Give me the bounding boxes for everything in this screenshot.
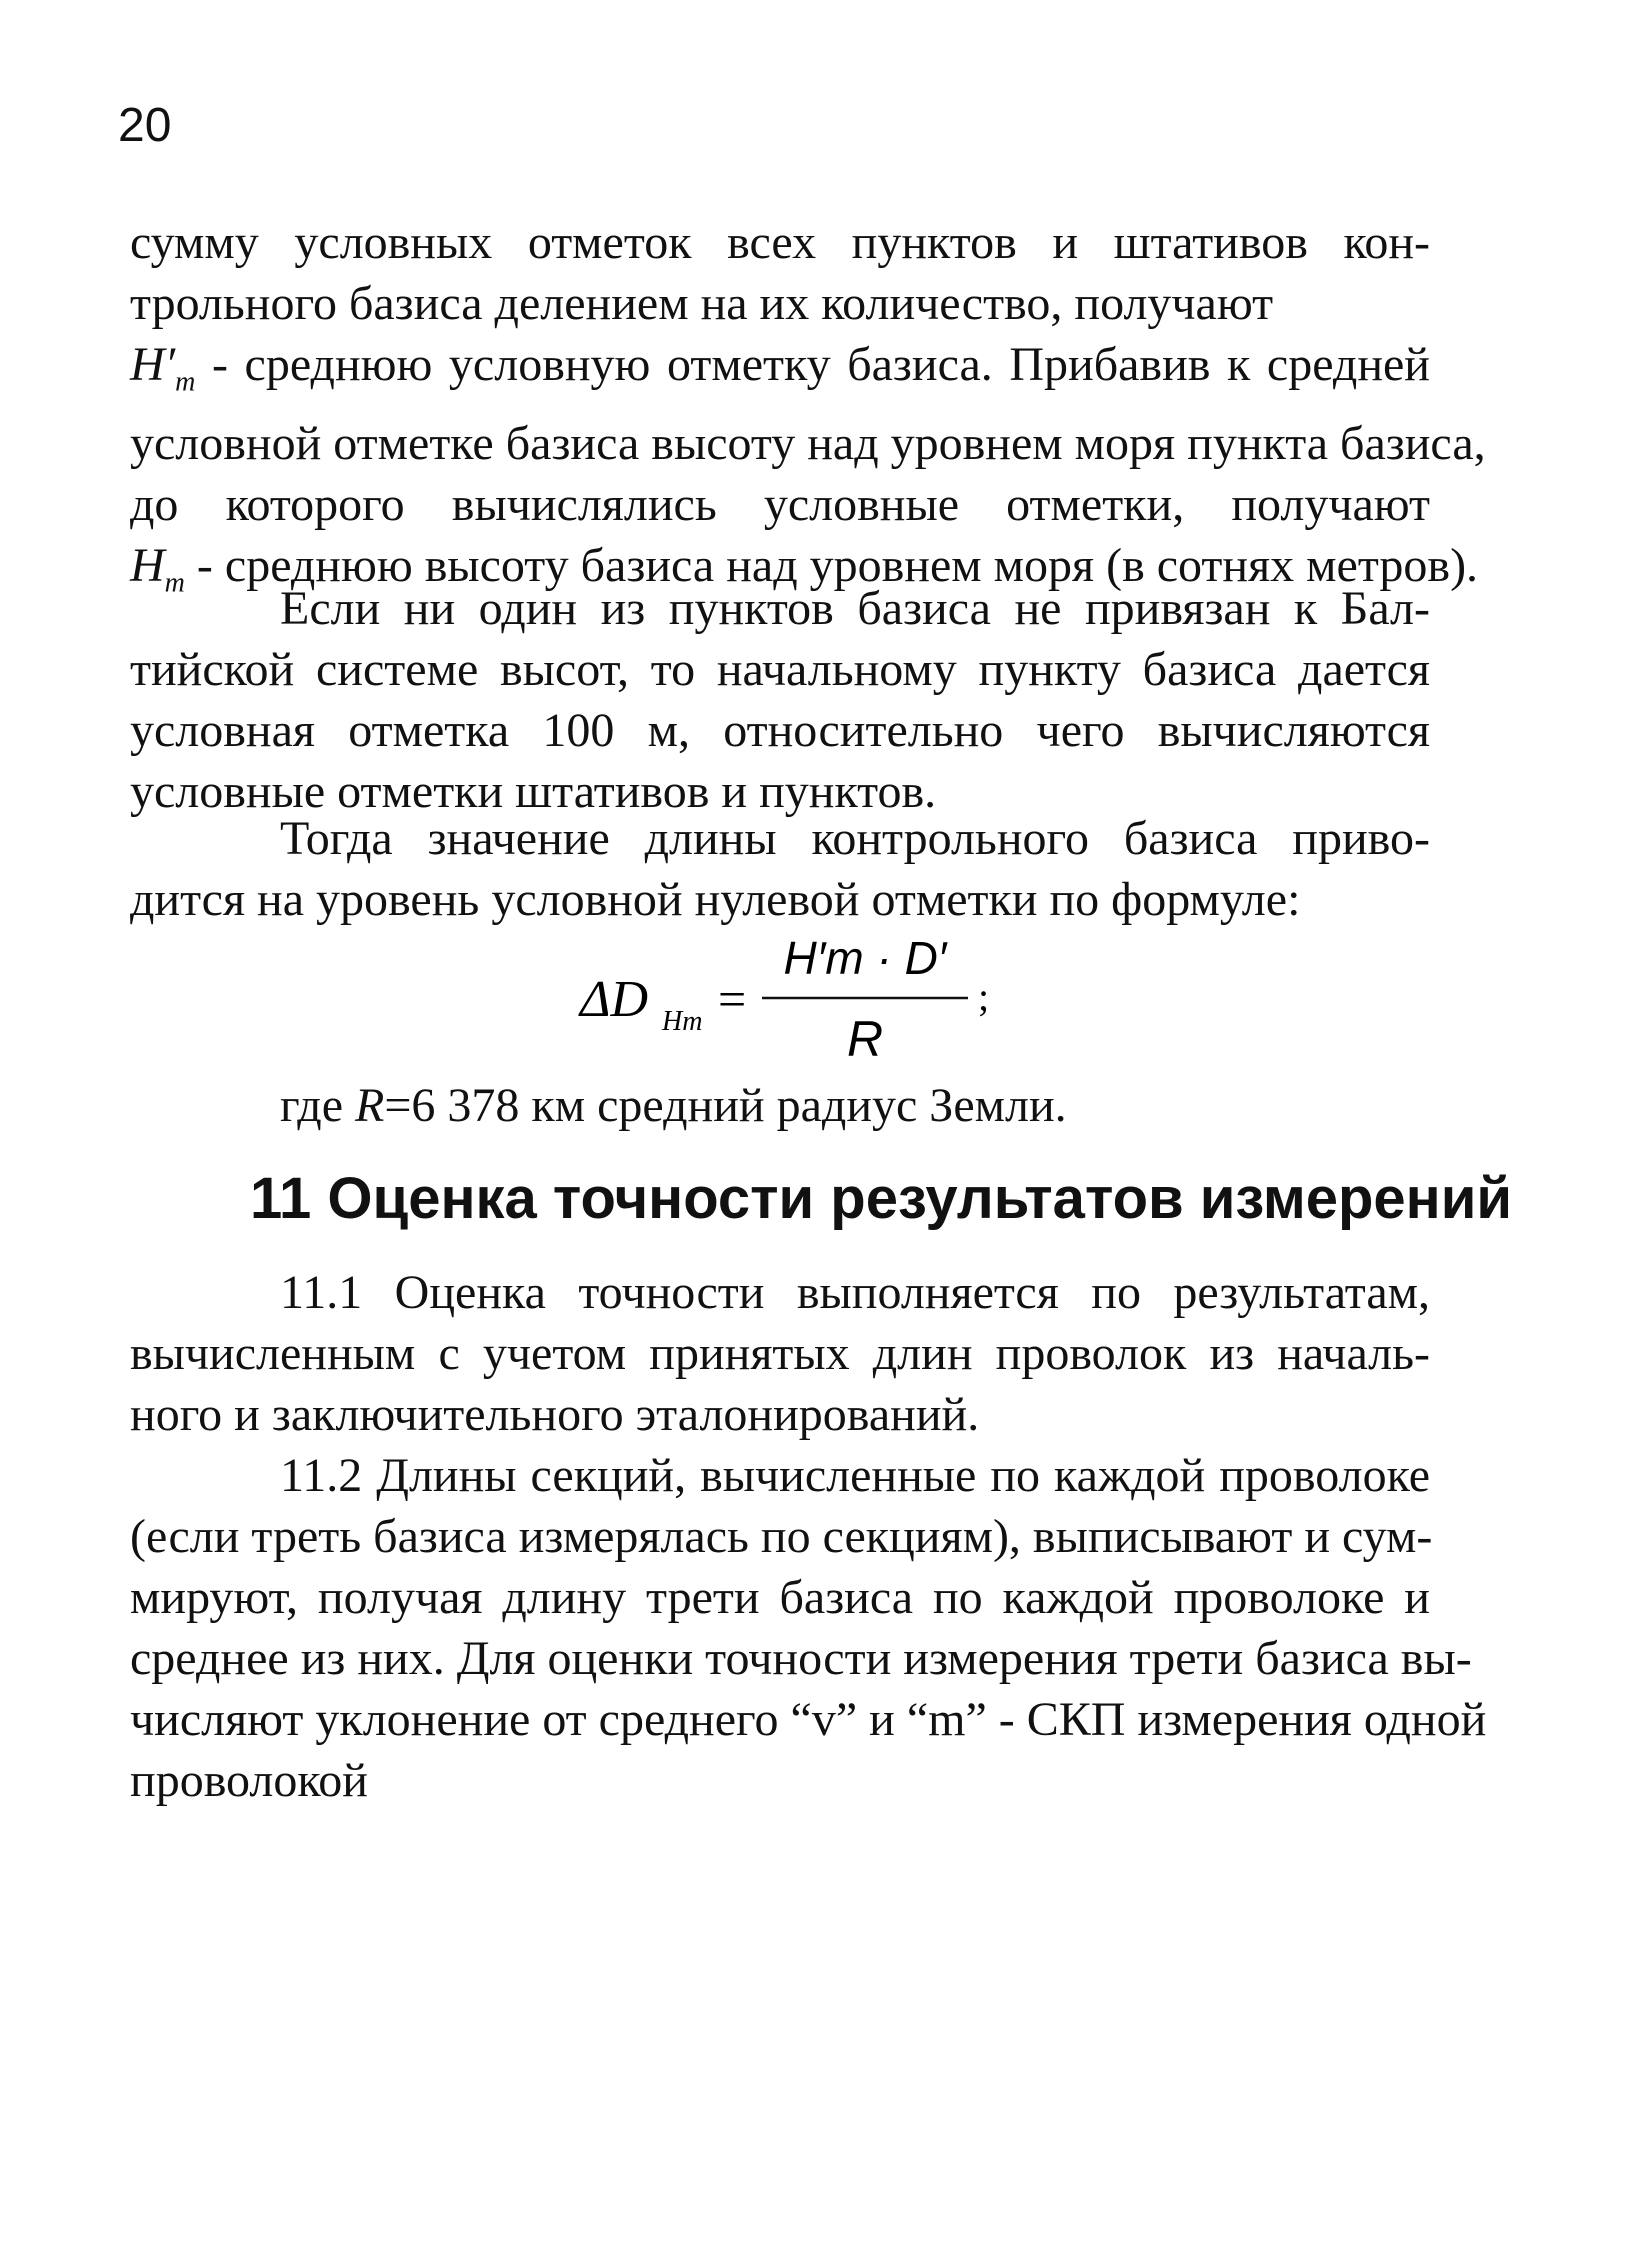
- p6-line-1: 11.2 Длины секций, вычисленные по каждой проволоке: [280, 1449, 1430, 1502]
- formula-delta-d: [570, 918, 1050, 1068]
- paragraph-2: [130, 578, 1430, 822]
- paragraph-4: [280, 1075, 1430, 1136]
- p1-line-2: трольного базиса делением на их количество, получают: [130, 277, 1274, 330]
- section-heading: 11 Оценка точности результатов измерений: [250, 1166, 1513, 1231]
- p6-line-4: среднее из них. Для оценки точности измерения трети базиса вы-: [130, 1632, 1472, 1685]
- formula-lhs-sub: Hm: [662, 1006, 703, 1037]
- h-prime-m-symbol: $H'_m$: [130, 338, 196, 398]
- formula-equals: =: [718, 971, 747, 1027]
- p1-line-1: сумму условных отметок всех пунктов и штативов кон-: [130, 216, 1430, 269]
- formula-lhs: ΔD: [580, 971, 649, 1028]
- p2-line-3: условная отметка 100 м, относительно чего вычисляются: [130, 704, 1430, 757]
- p3-line-1: Тогда значение длины контрольного базиса приво-: [280, 812, 1430, 865]
- r-symbol: R: [355, 1079, 385, 1132]
- p5-line-1: 11.1 Оценка точности выполняется по результатам,: [280, 1266, 1430, 1319]
- formula-numerator: H′m · D′: [783, 932, 947, 984]
- p2-line-2: тийской системе высот, то начальному пункту базиса дается: [130, 643, 1430, 696]
- p6-line-5: числяют уклонение от среднего “v” и “m” - СКП измерения одной: [130, 1693, 1487, 1746]
- p1-line-6: $H_m$ - среднюю высоту базиса над уровнем моря (в сотнях метров).: [130, 538, 1479, 599]
- p5-line-3: ного и заключительного эталонирований.: [130, 1388, 980, 1441]
- formula-denominator: R: [846, 1011, 884, 1067]
- page-number: 20: [118, 99, 172, 152]
- p2-line-4: условные отметки штативов и пунктов.: [130, 765, 937, 818]
- formula-terminator: ;: [978, 974, 990, 1019]
- paragraph-6: [130, 1445, 1487, 1811]
- p1-line-4: условной отметке базиса высоту над уровнем моря пункта базиса,: [130, 416, 1486, 470]
- h-m-symbol: $H_m$: [130, 538, 185, 599]
- p2-line-1: Если ни один из пунктов базиса не привязан к Бал-: [280, 582, 1430, 635]
- p1-line-3: $H'_m$ - среднюю условную отметку базиса. Прибавив к средней: [130, 338, 1430, 398]
- p6-line-2: (если треть базиса измерялась по секциям), выписывают и сум-: [130, 1510, 1433, 1563]
- p3-line-2: дится на уровень условной нулевой отметки по формуле:: [130, 873, 1301, 926]
- p1-line-5: до которого вычислялись условные отметки, получают: [130, 477, 1430, 531]
- paragraph-5: [130, 1262, 1430, 1445]
- paragraph-1: [130, 212, 1486, 613]
- p6-line-3: мируют, получая длину трети базиса по каждой проволоке и: [130, 1571, 1430, 1624]
- paragraph-3: [130, 808, 1430, 930]
- p4-line-1: где R=6 378 км средний радиус Земли.: [280, 1079, 1067, 1132]
- p5-line-2: вычисленным с учетом принятых длин проволок из началь-: [130, 1327, 1430, 1380]
- p6-line-6: проволокой: [130, 1754, 368, 1807]
